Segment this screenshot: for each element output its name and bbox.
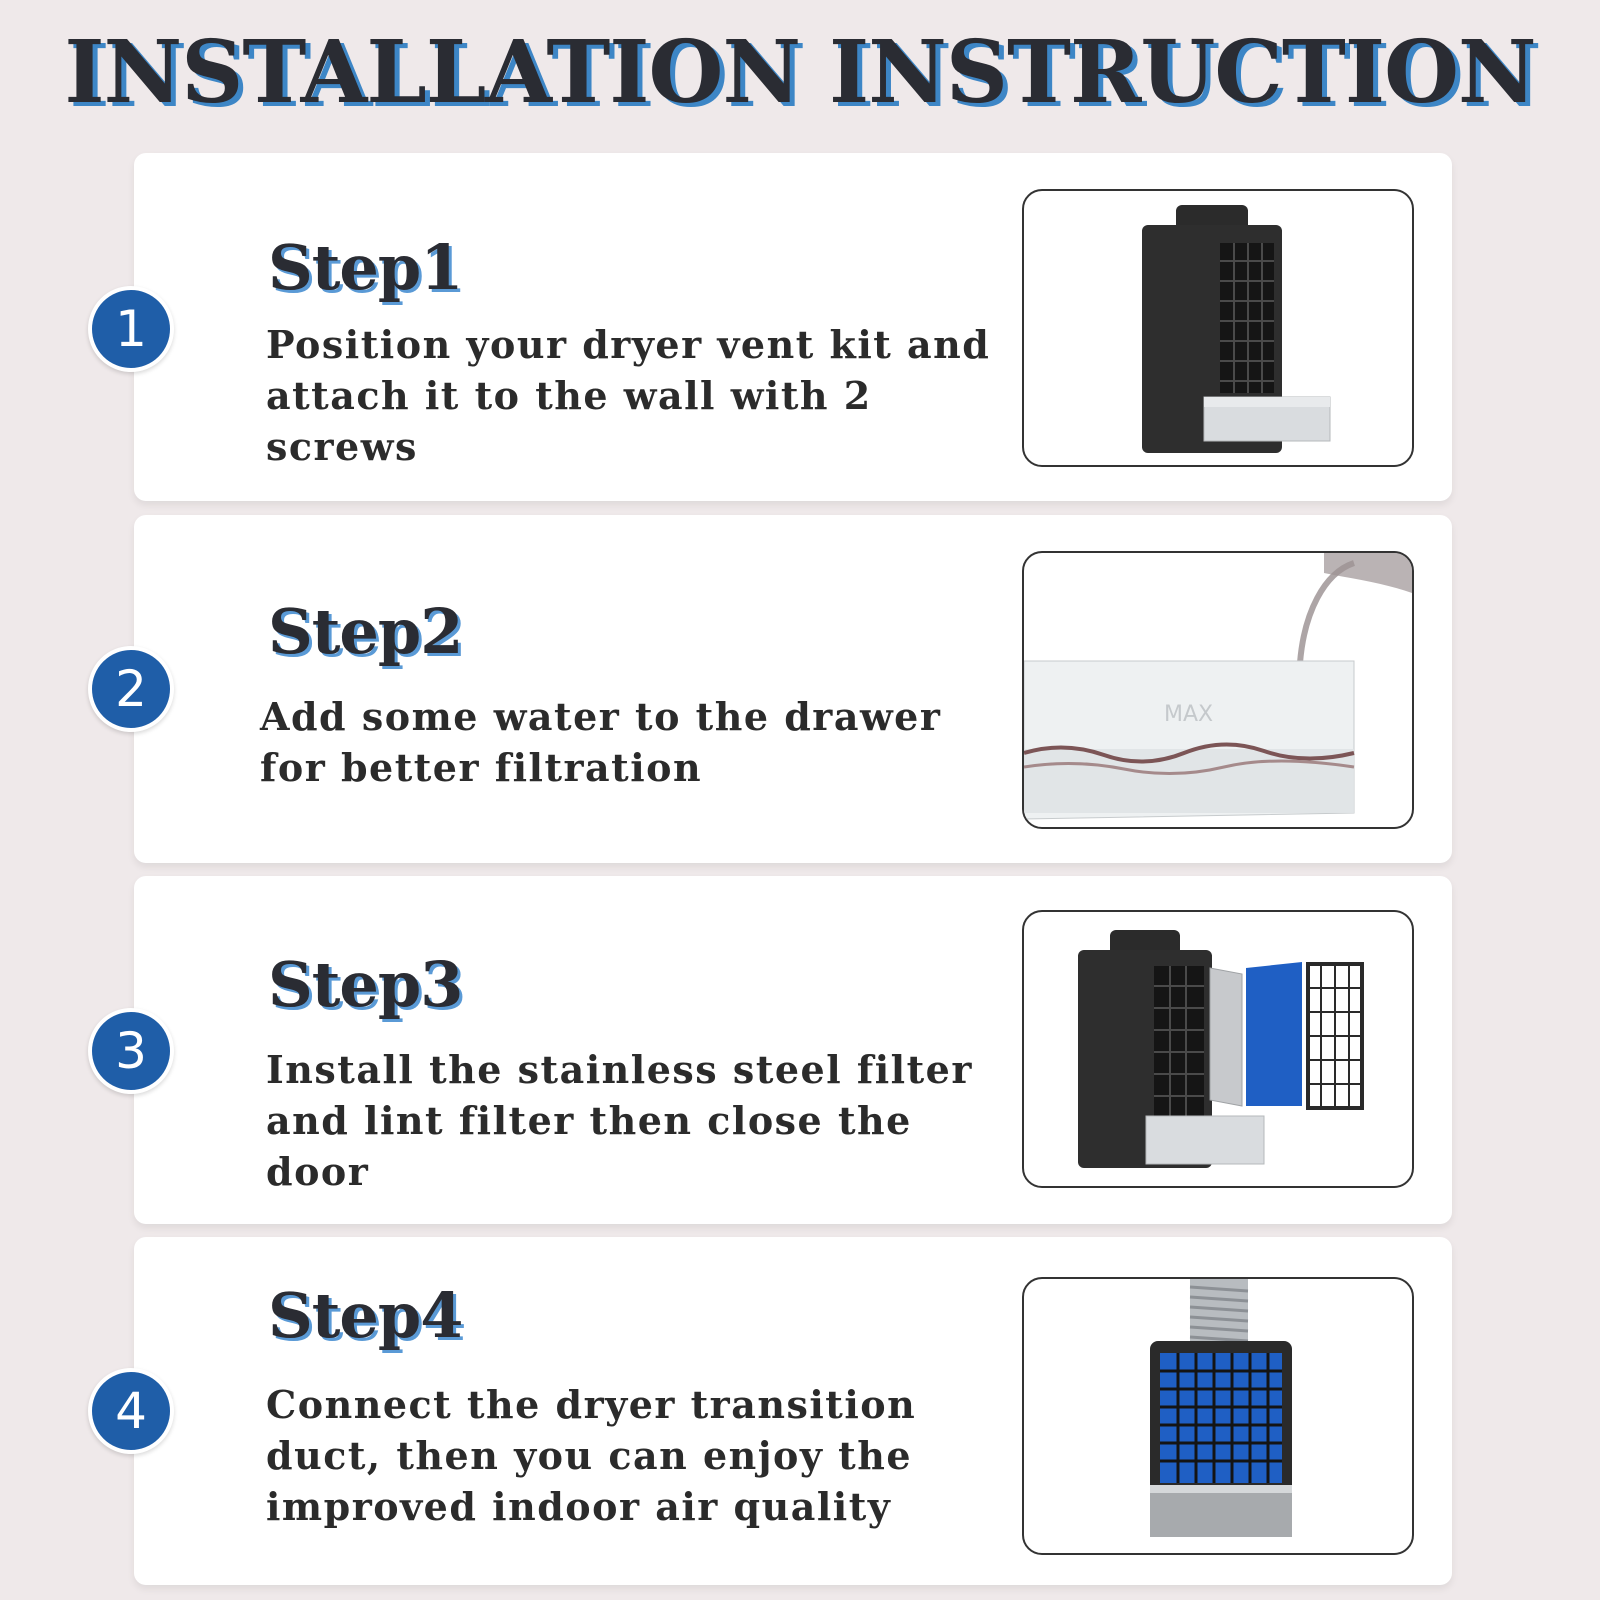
step-title: Step2 — [268, 595, 463, 668]
step-card-3 — [134, 876, 1452, 1224]
vent-kit-icon — [1024, 191, 1412, 465]
step-description: Install the stainless steel filter and lint filter then close the door — [266, 1047, 973, 1194]
step-badge-4: 4 — [88, 1368, 174, 1454]
step-description: Position your dryer vent kit and attach it to the wall with 2 screws — [266, 322, 991, 469]
step-image — [1022, 1277, 1414, 1555]
duct-connected-icon — [1024, 1279, 1412, 1553]
step-badge-2: 2 — [88, 646, 174, 732]
page-title: INSTALLATION INSTRUCTION — [64, 22, 1536, 123]
step-badge-1: 1 — [88, 286, 174, 372]
step-title: Step1 — [268, 231, 463, 304]
step-card-1 — [134, 153, 1452, 501]
step-image — [1022, 551, 1414, 829]
step-card-2 — [134, 515, 1452, 863]
step-image — [1022, 910, 1414, 1188]
filter-exploded-icon — [1024, 912, 1412, 1186]
step-image — [1022, 189, 1414, 467]
step-card-4 — [134, 1237, 1452, 1585]
step-badge-3: 3 — [88, 1008, 174, 1094]
step-title: Step3 — [268, 948, 463, 1021]
step-title: Step4 — [268, 1279, 463, 1352]
water-drawer-icon — [1024, 553, 1412, 827]
step-description: Add some water to the drawer for better filtration — [260, 694, 942, 790]
max-label: MAX — [1164, 702, 1214, 727]
step-description: Connect the dryer transition duct, then you can enjoy the improved indoor air quality — [266, 1382, 917, 1529]
